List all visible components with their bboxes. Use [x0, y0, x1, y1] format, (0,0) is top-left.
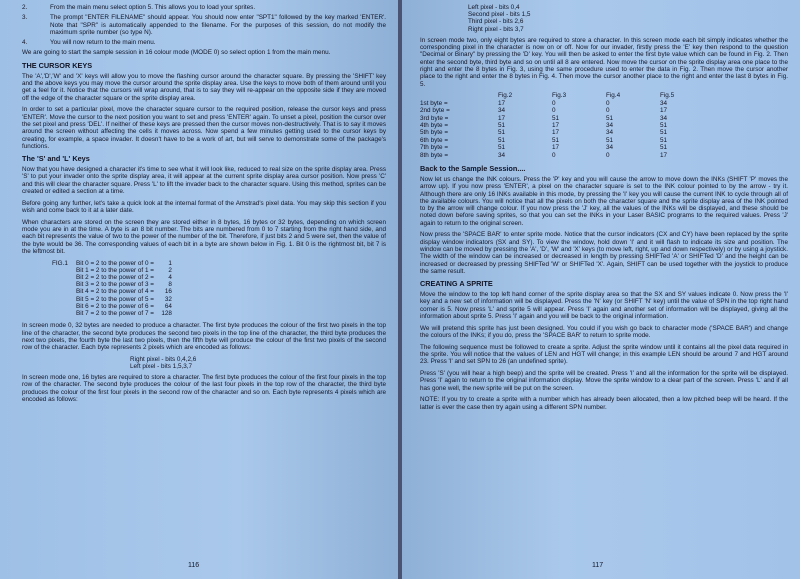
mode-2-paragraph: In screen mode two, only eight bytes are required to store a character. In this screen mode each bit simply indicates whether the corresponding pixel in the character is now on or off. Now for our invader, firstly press the 'E' key then respond to the question "Decimal or Binary" by pressing the 'D' key. You will then be asked to enter the first byte value which can be found in Fig. 2. Then enter the second byte, third byte and so on until all 8 are entered. Now move the cursor on the sprite display area one place to the right and enter the 8 bytes in Fig. 3, using the same procedure used to enter the data in Fig. 2. Then move the cursor another place to the right and enter the 8 bytes in Fig. 4. Then move the cursor another place to the right and enter the last 8 bytes in Fig. 5. [420, 36, 788, 88]
mode-1-pixel-encoding: Left pixel - bits 0,4 Second pixel - bits 1,5 Third pixel - bits 2,6 Right pixel - bits 3,7 [468, 4, 531, 33]
s-l-keys-paragraph-3: When characters are stored on the screen they are stored either in 8 bytes, 16 bytes or 32 bytes, depending on which screen mode you are in at the time. A byte is an 8 bit number. The bits are numbered from 0 to 7 starting from the right hand side, and each bit represents the value of two to the power of the number of the bit. Therefore, if just bits 2 and 5 were set, then the value of the byte would be 36. The corresponding values of each bit in a byte are shown below in Fig. 1. Bit 0 is the rightmost bit, bit 7 is the leftmost bit. [22, 218, 386, 255]
figure-1 [52, 260, 386, 318]
table-row: 8th byte = 34 0 0 17 [420, 151, 668, 159]
table-row: 5th byte = 51 17 34 51 [420, 129, 668, 137]
step-item: 4. You will now return to the main menu. [22, 39, 156, 47]
table-row: 2nd byte = 34 0 0 17 [420, 107, 668, 115]
creating-sprite-paragraph-4: Press 'S' (you will hear a high beep) and the sprite will be created. Press 'I' and all the information for the sprite will be displayed. Press 'I' again to return to the original information display. Move the sprite window to a clear part of the screen. Press 'L' and if all has gone well, the new sprite will be put on the screen. [420, 370, 788, 392]
table-row: 1st byte = 17 0 0 34 [420, 99, 668, 107]
step-item: 3. The prompt "ENTER FILENAME" should appear. You should now enter "SPT1" followed by the key marked 'ENTER'. Note that "SPR" is automatically appended to the filename. For the purposes of this session, do not modify the maximum sprite number (so type N). [22, 14, 386, 36]
figure-1-table [76, 260, 172, 318]
cursor-keys-heading: THE CURSOR KEYS [22, 60, 93, 70]
table-row: Bit 5 = 2 to the power of 5 = 32 [76, 295, 172, 303]
mode-1-paragraph: In screen mode one, 16 bytes are required to store a character. The first byte produces the colour of the first four pixels in the top row of the character. The second byte produces the colour of the last four pixels in the top row of the character, the third byte produces the colour of the first four pixels in the second row of the character and so on. Each byte represents 4 pixels which are encoded as follows: [22, 374, 386, 404]
table-row: Bit 1 = 2 to the power of 1 = 2 [76, 266, 172, 274]
s-l-keys-paragraph-1: Now that you have designed a character it's time to see what it will look like, reduced to real size on the sprite display area. Press 'S' to put your invader onto the sprite display area, it will appear at the current sprite display area cursor position. Now press 'C' and this will clear the character square. Press 'L' to lift the invader back to the character square. Using this method, sprites can be created or edited a section at a time. [22, 166, 386, 196]
table-row: Bit 6 = 2 to the power of 6 = 64 [76, 302, 172, 310]
creating-sprite-paragraph-3: The following sequence must be followed to create a sprite. Adjust the sprite window until it contains all the pixel data required in the sprite. You will notice that the values of LEN and HGT will change; in this example LEN should be around 7 and HGT around 23. Press 'I' and set SPN to 26 (an undefined sprite). [420, 343, 788, 366]
table-row: 3rd byte = 17 51 51 34 [420, 114, 668, 122]
table-row: Bit 2 = 2 to the power of 2 = 4 [76, 273, 172, 281]
table-row: Bit 4 = 2 to the power of 4 = 16 [76, 288, 172, 296]
left-page [0, 0, 398, 579]
back-to-session-paragraph-2: Now press the 'SPACE BAR' to enter sprite mode. Notice that the cursor indicators (CX and CY) have been replaced by the sprite display window indicators (SX and SY). To view the window, hold down 'I' and it will flash to indicate its size and position. The window can be moved by pressing the 'A', 'D', 'W' and 'X' keys (to move left, right, up and down respectively) or by using a joystick. The width of the window can be increased or decreased in length by pressing SHIFTed 'A' or SHIFTed 'D' and the height can be increased or decreased by pressing SHIFTed 'W' or SHIFTed 'X'. Again, SHIFT can be used together with the joystick to produce the same result. [420, 231, 788, 275]
figures-2-to-5 [420, 92, 788, 159]
creating-sprite-paragraph-1: Move the window to the top left hand corner of the sprite display area so that the SX and SY values indicate 0. Now press the 'I' key and a new set of information will be displayed. Press the 'N' key (or SHIFT 'N' key) until the value of SPN in the top right hand corner is 5. Now press 'L' and sprite 5 will appear. Press 'I' again and another set of information will be displayed, giving all the information about sprite 5. Press 'I' again and you will be back to the original information. [420, 291, 788, 321]
table-row: 6th byte = 51 51 51 51 [420, 136, 668, 144]
page-number: 116 [188, 562, 200, 569]
table-row: 7th byte = 51 17 34 51 [420, 144, 668, 152]
step-item: 2. From the main menu select option 5. This allows you to load your sprites. [22, 4, 256, 11]
numbered-steps [22, 4, 386, 46]
creating-sprite-paragraph-2: We will pretend this sprite has just been designed. You could if you wish go back to character mode ('SPACE BAR') and change the colours of the INKs; if you do, press the 'SPACE BAR' to return to sprite mode. [420, 324, 788, 340]
table-row: 4th byte = 51 17 34 51 [420, 121, 668, 129]
creating-sprite-heading: CREATING A SPRITE [420, 279, 493, 289]
table-row: Bit 3 = 2 to the power of 3 = 8 [76, 281, 172, 289]
cursor-keys-paragraph-1: The 'A','D','W' and 'X' keys will allow you to move the flashing cursor around the character square. By pressing the 'SHIFT' key and the above keys you may move the cursor around the sprite display area. Use the keys to move both of them around until you get a feel for it. Notice that the cursors will wrap around, that is to say they will re-appear on the opposite side if they are moved off the edge of the character square or the sprite display area. [22, 72, 386, 102]
table-header-row: Fig.2 Fig.3 Fig.4 Fig.5 [498, 92, 675, 100]
s-l-keys-heading: The 'S' and 'L' Keys [22, 154, 90, 164]
table-row: Bit 0 = 2 to the power of 0 = 1 [76, 259, 172, 267]
back-to-session-paragraph-1: Now let us change the INK colours. Press the 'P' key and you will cause the arrow to move down the INKs (SHIFT 'P' moves the arrow up). If you now press 'ENTER', a pixel on the character square is set to the INK colour pointed to by the arrow - try it. Although there are only 16 INKs available in this mode, by pressing the 'I' key you will cause the current INK to cycle through all of the available colours. You will notice that all the pixels on both the character square and the sprite display area of the INK pointed to by the arrow will change colour. If you now press the 'J' key, all the values of the INKs will be displayed, and these should be noted down before saving sprites, so that you can set the INKs in your Laser BASIC programs to the required values. Press 'J' again to return to the original screen. [420, 175, 788, 227]
figure-1-label: FIG.1 [52, 259, 68, 267]
table-row: Bit 7 = 2 to the power of 7 = 128 [76, 310, 172, 317]
byte-values-table [420, 92, 714, 159]
note-paragraph: NOTE: If you try to create a sprite with a number which has already been allocated, then a low pitched beep will be heard. If the latter is ever the case then try again using a different SPN number. [420, 396, 788, 411]
s-l-keys-paragraph-2: Before going any further, let's take a quick look at the internal format of the Amstrad's pixel data. You may skip this section if you wish and come back to it at a later date. [22, 199, 386, 215]
mode-0-pixel-encoding: Right pixel - bits 0,4,2,6 Left pixel - bits 1,5,3,7 [130, 355, 197, 370]
mode-0-paragraph: In screen mode 0, 32 bytes are needed to produce a character. The first byte produces the colour of the first two pixels in the top line of the character, the second byte produces the second two pixels in the top line of the character, the third byte produces the next two pixels, the fourth byte the last two pixels, then the fifth byte will produce the colour of the first two pixels of the second row of the character. Each byte represents 2 pixels which are encoded as follows: [22, 322, 386, 352]
cursor-keys-paragraph-2: In order to set a particular pixel, move the character square cursor to the required position, release the cursor keys and press 'ENTER'. Move the cursor to the next position you want to set and press 'ENTER' again. To unset a pixel, position the cursor over the set pixel and press 'DEL'. If neither of these keys are pressed then the cursor moves non-destructively. That is to say it moves around the screen without affecting the cells it moves across. Now spend a few minutes getting used to the cursor keys by creating, for example, a space invader. It doesn't have to be a work of art, but will serve to demonstrate some of the package's functions. [22, 106, 386, 150]
back-to-session-heading: Back to the Sample Session.... [420, 163, 526, 173]
intro-paragraph: We are going to start the sample session in 16 colour mode (MODE 0) so select option 1 from the main menu. [22, 49, 331, 57]
right-page [402, 0, 800, 579]
page-number: 117 [592, 562, 604, 569]
